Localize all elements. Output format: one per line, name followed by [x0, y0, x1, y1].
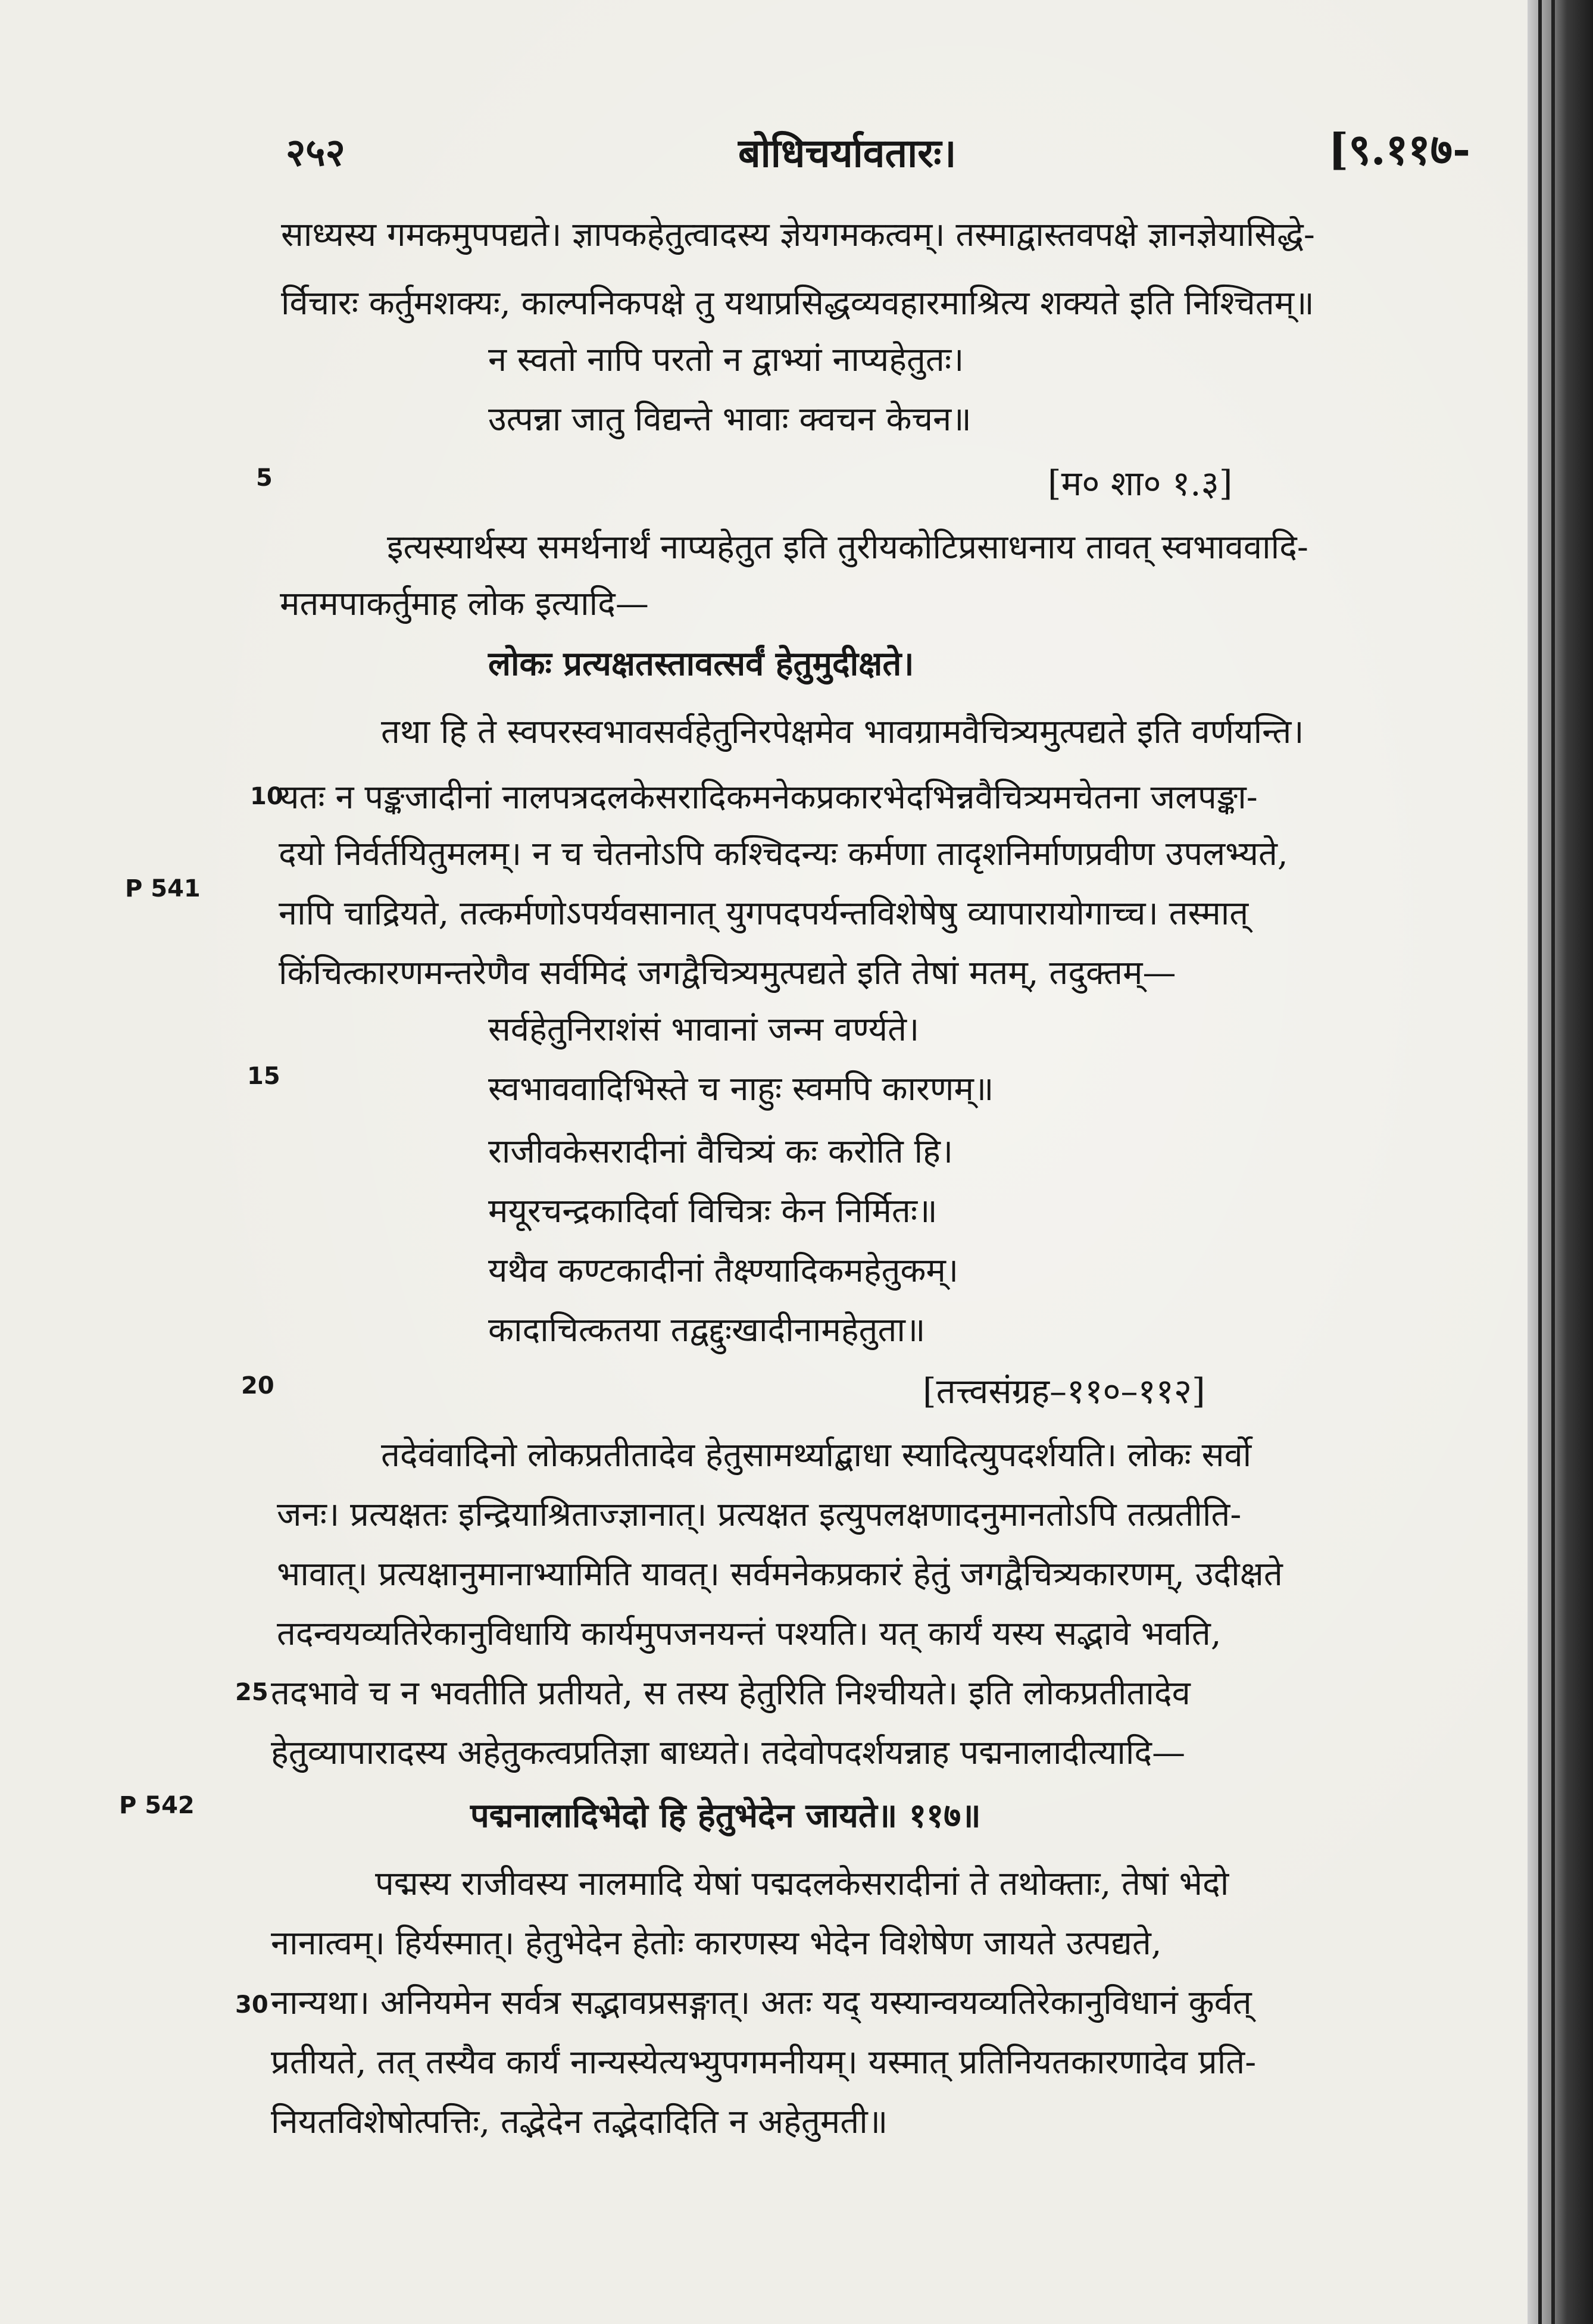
page-number: २५२	[286, 130, 345, 175]
citation: [म० शा० १.३]	[1048, 463, 1233, 504]
text-line: मतमपाकर्तुमाह लोक इत्यादि—	[280, 585, 649, 623]
text-line: प्रतीयते, तत् तस्यैव कार्यं नान्यस्येत्यभ्युपगमनीयम्। यस्मात् प्रतिनियतकारणादेव प्रति-	[271, 2043, 1257, 2082]
line-number: 10	[250, 783, 283, 810]
verse-line: राजीवकेसरादीनां वैचित्र्यं कः करोति हि।	[488, 1132, 954, 1171]
text-line: किंचित्कारणमन्तरेणैव सर्वमिदं जगद्वैचित्र्यमुत्पद्यते इति तेषां मतम्, तदुक्तम्—	[279, 954, 1176, 992]
verse-line: मयूरचन्द्रकादिर्वा विचित्रः केन निर्मितः॥	[488, 1192, 938, 1230]
text-line: इत्यस्यार्थस्य समर्थनार्थं नाप्यहेतुत इति तुरीयकोटिप्रसाधनाय तावत् स्वभाववादि-	[387, 528, 1308, 567]
text-line: साध्यस्य गमकमुपपद्यते। ज्ञापकहेतुत्वादस्य ज्ञेयगमकत्वम्। तस्माद्वास्तवपक्षे ज्ञानज्ञेयासिद्धे-	[281, 215, 1315, 254]
text-line: तदभावे च न भवतीति प्रतीयते, स तस्य हेतुरिति निश्चीयते। इति लोकप्रतीतादेव	[271, 1674, 1191, 1713]
text-line: नापि चाद्रियते, तत्कर्मणोऽपर्यवसानात् युगपदपर्यन्तविशेषेषु व्यापारायोगाच्च। तस्मात्	[279, 894, 1249, 933]
verse-line: कादाचित्कतया तद्वद्दुःखादीनामहेतुता॥	[488, 1311, 926, 1350]
verse-reference: [९.११७-	[1328, 124, 1470, 174]
verse-line: उत्पन्ना जातु विद्यन्ते भावाः क्वचन केचन॥	[488, 400, 972, 439]
verse-line: न स्वतो नापि परतो न द्वाभ्यां नाप्यहेतुतः।	[488, 341, 964, 379]
text-line: तथा हि ते स्वपरस्वभावसर्वहेतुनिरपेक्षमेव भावग्रामवैचित्र्यमुत्पद्यते इति वर्णयन्ति।	[381, 713, 1304, 751]
line-number: 25	[235, 1679, 268, 1706]
root-verse: लोकः प्रत्यक्षतस्तावत्सर्वं हेतुमुदीक्षते।	[488, 644, 914, 683]
line-number: 15	[247, 1063, 280, 1090]
page-reference: P 542	[119, 1792, 195, 1819]
page-reference: P 541	[125, 875, 201, 902]
root-verse: पद्मनालादिभेदो हि हेतुभेदेन जायते॥ ११७॥	[470, 1796, 981, 1835]
text-line: दयो निर्वर्तयितुमलम्। न च चेतनोऽपि कश्चिदन्यः कर्मणा तादृशनिर्माणप्रवीण उपलभ्यते,	[279, 835, 1288, 873]
text-line: जनः। प्रत्यक्षतः इन्द्रियाश्रिताज्ज्ञानात्। प्रत्यक्षत इत्युपलक्षणादनुमानतोऽपि तत्प्रतीति-	[277, 1495, 1242, 1534]
verse-line: स्वभाववादिभिस्ते च नाहुः स्वमपि कारणम्॥	[488, 1070, 994, 1108]
text-line: नियतविशेषोत्पत्तिः, तद्भेदेन तद्भेदादिति न अहेतुमती॥	[271, 2103, 888, 2141]
citation: [तत्त्वसंग्रह–११०–११२]	[923, 1371, 1205, 1411]
text-line: हेतुव्यापारादस्य अहेतुकत्वप्रतिज्ञा बाध्यते। तदेवोपदर्शयन्नाह पद्मनालादीत्यादि—	[271, 1733, 1186, 1772]
spine-edge-line	[1551, 0, 1555, 2324]
line-number: 5	[256, 464, 273, 492]
text-line: नान्यथा। अनियमेन सर्वत्र सद्भावप्रसङ्गात्। अतः यद् यस्यान्वयव्यतिरेकानुविधानं कुर्वत्	[271, 1983, 1252, 2022]
text-line: तदन्वयव्यतिरेकानुविधायि कार्यमुपजनयन्तं पश्यति। यत् कार्यं यस्य सद्भावे भवति,	[277, 1614, 1222, 1653]
line-number: 20	[241, 1372, 274, 1400]
spine-edge-line	[1538, 0, 1542, 2324]
verse-line: यथैव कण्टकादीनां तैक्ष्ण्यादिकमहेतुकम्।	[488, 1251, 959, 1290]
text-line: पद्मस्य राजीवस्य नालमादि येषां पद्मदलकेसरादीनां ते तथोक्ताः, तेषां भेदो	[375, 1864, 1229, 1903]
verse-line: सर्वहेतुनिराशंसं भावानां जन्म वर्ण्यते।	[488, 1010, 920, 1049]
text-line: यतः न पङ्कजादीनां नालपत्रदलकेसरादिकमनेकप्रकारभेदभिन्नवैचित्र्यमचेतना जलपङ्का-	[280, 778, 1258, 817]
book-spine-shadow	[1528, 0, 1593, 2324]
line-number: 30	[235, 1991, 268, 2019]
running-header	[286, 119, 1470, 185]
text-line: र्विचारः कर्तुमशक्यः, काल्पनिकपक्षे तु यथाप्रसिद्धव्यवहारमाश्रित्य शक्यते इति निश्चितम्॥	[281, 284, 1314, 323]
text-line: भावात्। प्रत्यक्षानुमानाभ्यामिति यावत्। सर्वमनेकप्रकारं हेतुं जगद्वैचित्र्यकारणम्, उदीक्षते	[277, 1555, 1283, 1594]
text-line: नानात्वम्। हिर्यस्मात्। हेतुभेदेन हेतोः कारणस्य भेदेन विशेषेण जायते उत्पद्यते,	[271, 1924, 1162, 1963]
text-line: तदेवंवादिनो लोकप्रतीतादेव हेतुसामर्थ्याद्बाधा स्यादित्युपदर्शयति। लोकः सर्वो	[381, 1436, 1252, 1475]
book-title: बोधिचर्यावतारः।	[738, 130, 957, 176]
